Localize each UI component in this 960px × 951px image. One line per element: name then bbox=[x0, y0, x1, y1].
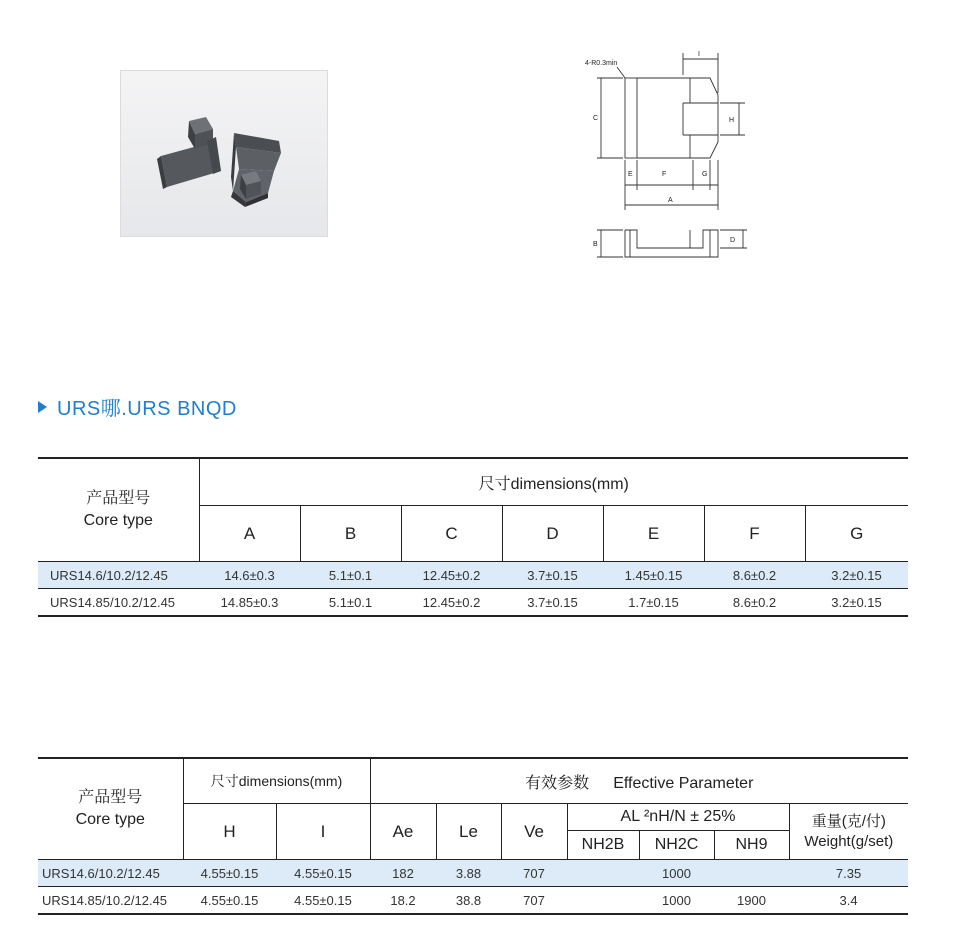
dim-label-e: E bbox=[628, 171, 633, 178]
effective-parameter-zh: 有效参数 bbox=[525, 774, 590, 792]
value-cell: 14.85±0.3 bbox=[220, 594, 279, 610]
ve-cell: 707 bbox=[501, 860, 567, 887]
dimension-drawing bbox=[585, 45, 765, 270]
value-cell: 5.1±0.1 bbox=[300, 562, 401, 589]
column-header-ve: Ve bbox=[501, 804, 567, 860]
ferrite-core-image bbox=[121, 71, 327, 236]
value-cell: 14.6±0.3 bbox=[199, 562, 300, 589]
weight-header-zh: 重量(克/付) bbox=[811, 812, 886, 830]
triangle-bullet-icon bbox=[38, 401, 47, 413]
dim-label-g: G bbox=[702, 171, 708, 178]
weight-header-en: Weight(g/set) bbox=[804, 832, 894, 850]
core-type-header-en: Core type bbox=[75, 811, 145, 828]
core-type-header-zh: 产品型号 bbox=[78, 789, 143, 806]
value-cell: 3.2±0.15 bbox=[831, 594, 882, 610]
column-header-nh2b: NH2B bbox=[567, 831, 639, 860]
value-cell: 3.7±0.15 bbox=[502, 562, 603, 589]
column-header-c: C bbox=[401, 506, 502, 562]
table-row bbox=[38, 562, 908, 589]
ve-cell: 707 bbox=[523, 892, 545, 908]
al-value-header: AL ²nH/N ± 25% bbox=[567, 804, 789, 831]
nh9-cell: 1900 bbox=[737, 892, 766, 908]
weight-cell: 7.35 bbox=[789, 860, 908, 887]
dim-label-a: A bbox=[668, 197, 673, 204]
table-row bbox=[38, 589, 908, 617]
column-header-h: H bbox=[183, 804, 276, 860]
nh2c-cell: 1000 bbox=[662, 892, 691, 908]
weight-cell: 3.4 bbox=[839, 892, 858, 908]
le-cell: 3.88 bbox=[436, 860, 501, 887]
core-type-header bbox=[38, 458, 199, 562]
nh2c-cell: 1000 bbox=[639, 860, 714, 887]
value-cell: 1.7±0.15 bbox=[628, 594, 679, 610]
effective-parameter-table bbox=[38, 757, 908, 915]
column-header-g: G bbox=[805, 506, 908, 562]
value-cell: 12.45±0.2 bbox=[401, 562, 502, 589]
dimensions-table bbox=[38, 457, 908, 617]
dim-label-h: H bbox=[729, 117, 735, 124]
dimensions-header: 尺寸dimensions(mm) bbox=[183, 758, 370, 804]
effective-parameter-en: Effective Parameter bbox=[613, 774, 754, 792]
value-cell: 3.2±0.15 bbox=[805, 562, 908, 589]
column-header-nh9: NH9 bbox=[714, 831, 789, 860]
i-cell: 4.55±0.15 bbox=[276, 860, 370, 887]
dim-label-f: F bbox=[662, 171, 667, 178]
column-header-i: I bbox=[276, 804, 370, 860]
table-row bbox=[38, 860, 908, 887]
value-cell: 8.6±0.2 bbox=[732, 594, 777, 610]
column-header-a: A bbox=[199, 506, 300, 562]
table-row bbox=[38, 887, 908, 915]
ae-cell: 18.2 bbox=[390, 892, 416, 908]
section-heading bbox=[38, 392, 237, 421]
dim-label-c: C bbox=[593, 115, 599, 122]
core-type-header bbox=[38, 758, 183, 860]
core-type-cell: URS14.6/10.2/12.45 bbox=[38, 562, 199, 589]
core-type-cell: URS14.6/10.2/12.45 bbox=[38, 860, 183, 887]
nh2b-cell bbox=[567, 860, 639, 887]
product-photo bbox=[120, 70, 328, 237]
column-header-e: E bbox=[603, 506, 704, 562]
le-cell: 38.8 bbox=[455, 892, 482, 908]
core-type-header-en: Core type bbox=[83, 512, 153, 529]
radius-label: 4-R0.3min bbox=[585, 60, 618, 67]
nh9-cell bbox=[714, 860, 789, 887]
value-cell: 8.6±0.2 bbox=[704, 562, 805, 589]
ae-cell: 182 bbox=[370, 860, 436, 887]
i-cell: 4.55±0.15 bbox=[294, 892, 352, 908]
core-type-header-zh: 产品型号 bbox=[86, 490, 151, 507]
core-type-cell: URS14.85/10.2/12.45 bbox=[50, 594, 176, 610]
value-cell: 1.45±0.15 bbox=[603, 562, 704, 589]
dimensions-header: 尺寸dimensions(mm) bbox=[199, 458, 908, 506]
dim-label-b: B bbox=[593, 241, 598, 248]
column-header-ae: Ae bbox=[370, 804, 436, 860]
dim-label-i: I bbox=[698, 51, 700, 58]
h-cell: 4.55±0.15 bbox=[200, 892, 259, 908]
value-cell: 3.7±0.15 bbox=[527, 594, 578, 610]
value-cell: 5.1±0.1 bbox=[328, 594, 373, 610]
effective-parameter-header bbox=[370, 758, 908, 804]
value-cell: 12.45±0.2 bbox=[422, 594, 481, 610]
nh2b-cell bbox=[567, 887, 639, 915]
dim-label-d: D bbox=[730, 237, 736, 244]
column-header-le: Le bbox=[436, 804, 501, 860]
weight-header bbox=[789, 804, 908, 860]
section-heading-text: URS哪.URS BNQD bbox=[57, 398, 237, 420]
core-type-cell: URS14.85/10.2/12.45 bbox=[42, 892, 168, 908]
column-header-b: B bbox=[300, 506, 401, 562]
column-header-d: D bbox=[502, 506, 603, 562]
column-header-f: F bbox=[704, 506, 805, 562]
column-header-nh2c: NH2C bbox=[639, 831, 714, 860]
h-cell: 4.55±0.15 bbox=[183, 860, 276, 887]
